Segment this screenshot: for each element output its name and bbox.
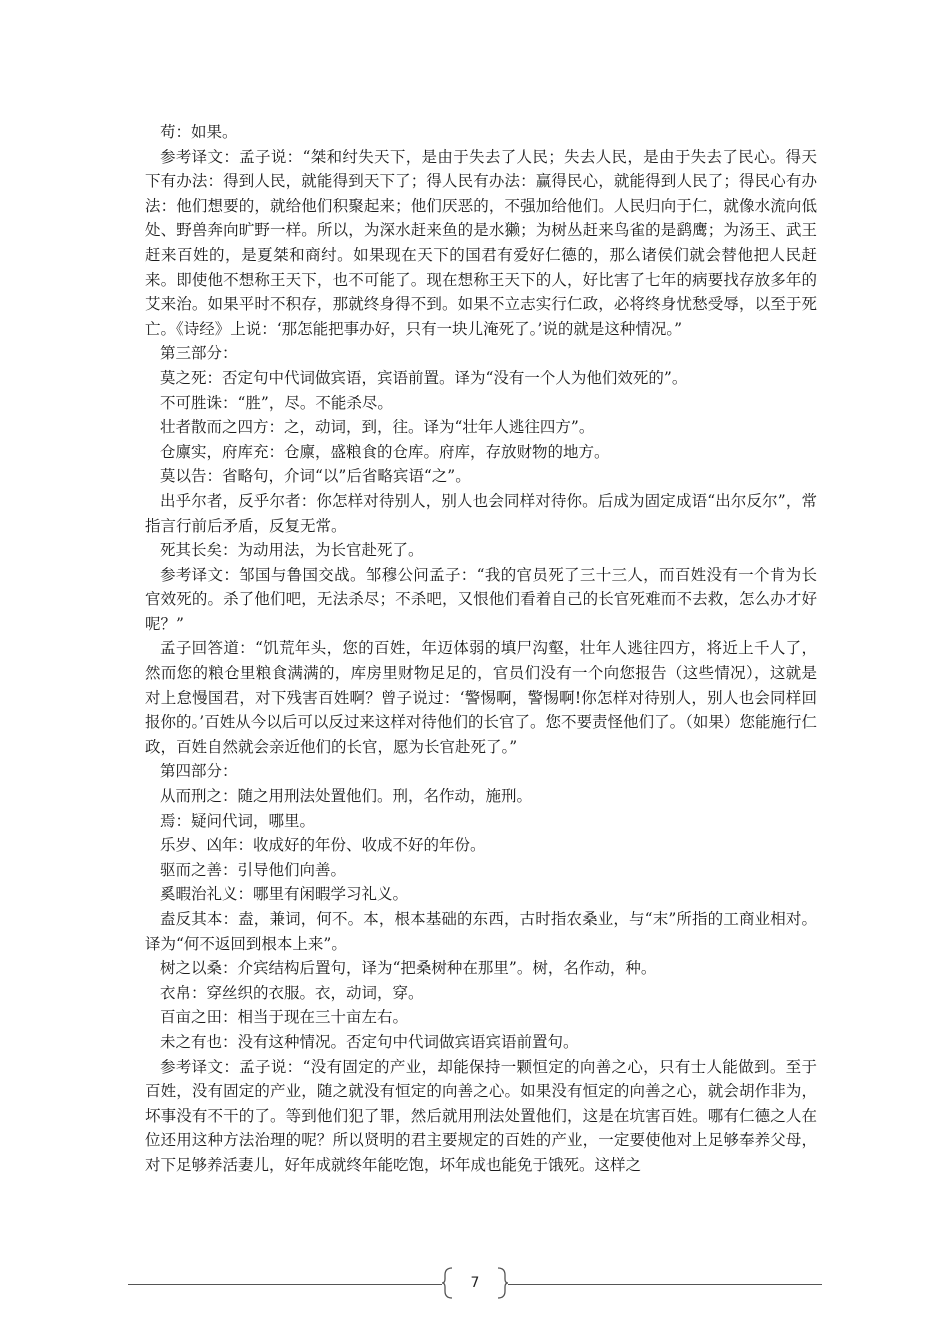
page-number: 7 bbox=[470, 1275, 480, 1291]
document-body bbox=[145, 120, 817, 1178]
footer-rule-left bbox=[128, 1284, 442, 1285]
paragraph-note: 树之以桑：介宾结构后置句，译为“把桑树种在那里”。树，名作动，种。 bbox=[160, 959, 657, 978]
paragraph-translation-part-4: 参考译文：孟子说：“没有固定的产业，却能保持一颗恒定的向善之心，只有士人能做到。至于百姓，没有固定的产业，随之就没有恒定的向善之心。如果没有恒定的向善之心，就会胡作非为，坏事没有不干的了。等到他们犯了罪，然后就用刑法处置他们，这是在坑害百姓。哪有仁德之人在位还用这种方法治理的呢？所以贤明的君主要规定的百姓的产业，一定要使他对上足够奉养父母，对下足够养活妻儿，好年成就终年能吃饱，坏年成也能免于饿死。这样之 bbox=[145, 1057, 817, 1174]
paragraph-note: 盍反其本：盍，兼词，何不。本，根本基础的东西，古时指农桑业，与“末”所指的工商业相对。译为“何不返回到根本上来”。 bbox=[145, 910, 817, 953]
paragraph-note: 焉：疑问代词，哪里。 bbox=[160, 811, 316, 830]
page-number-frame bbox=[442, 1266, 508, 1300]
paragraph-note: 壮者散而之四方：之，动词，到，往。译为“壮年人逃往四方”。 bbox=[160, 418, 595, 437]
paragraph-translation-part-2: 参考译文：孟子说：“桀和纣失天下，是由于失去了人民；失去人民，是由于失去了民心。得天下有办法：得到人民，就能得到天下了；得人民有办法：赢得民心，就能得到人民了；得民心有办法：他们想要的，就给他们积聚起来；他们厌恶的，不强加给他们。人民归向于仁，就像水流向低处、野兽奔向旷野一样。所以，为深水赶来鱼的是水獭；为树丛赶来鸟雀的是鹞鹰；为汤王、武王赶来百姓的，是夏桀和商纣。如果现在天下的国君有爱好仁德的，那么诸侯们就会替他把人民赶来。即使他不想称王天下，也不可能了。现在想称王天下的人，好比害了七年的病要找存放多年的艾来治。如果平时不积存，那就终身得不到。如果不立志实行仁政，必将终身忧愁受辱，以至于死亡。《诗经》上说：‘那怎能把事办好，只有一块儿淹死了。’说的就是这种情况。” bbox=[145, 147, 817, 338]
paragraph-note: 死其长矣：为动用法，为长官赴死了。 bbox=[160, 541, 424, 560]
paragraph-gou-definition: 苟：如果。 bbox=[160, 123, 238, 141]
paragraph-note: 百亩之田：相当于现在三十亩左右。 bbox=[160, 1008, 409, 1027]
paragraph-note: 从而刑之：随之用刑法处置他们。刑，名作动，施刑。 bbox=[160, 787, 533, 806]
paragraph-translation-part-3b: 孟子回答道：“饥荒年头，您的百姓，年迈体弱的填尸沟壑，壮年人逃往四方，将近上千人了，然而您的粮仓里粮食满满的，库房里财物足足的，官员们没有一个向您报告（这些情况），这就是对上怠慢国君，对下残害百姓啊？曾子说过：‘警惕啊，警惕啊!你怎样对待别人，别人也会同样回报你的。’百姓从今以后可以反过来这样对待他们的长官了。您不要责怪他们了。（如果）您能施行仁政，百姓自然就会亲近他们的长官，愿为长官赴死了。” bbox=[145, 639, 817, 756]
paragraph-note: 驱而之善：引导他们向善。 bbox=[160, 860, 347, 879]
page-footer bbox=[0, 1264, 950, 1304]
paragraph-note: 出乎尔者，反乎尔者：你怎样对待别人，别人也会同样对待你。后成为固定成语“出尔反尔”，常指言行前后矛盾，反复无常。 bbox=[145, 491, 817, 535]
section-heading-part-4: 第四部分： bbox=[160, 762, 238, 781]
paragraph-note: 奚暇治礼义：哪里有闲暇学习礼义。 bbox=[160, 885, 409, 904]
paragraph-note: 不可胜诛：“胜”，尽。不能杀尽。 bbox=[160, 393, 393, 412]
paragraph-note: 莫以告：省略句，介词“以”后省略宾语“之”。 bbox=[160, 467, 471, 486]
paragraph-note: 衣帛：穿丝织的衣服。衣，动词，穿。 bbox=[160, 983, 424, 1002]
paragraph-translation-part-3a: 参考译文：邹国与鲁国交战。邹穆公问孟子：“我的官员死了三十三人，而百姓没有一个肯为长官效死的。杀了他们吧，无法杀尽；不杀吧，又恨他们看着自己的长官死难而不去救，怎么办才好呢？” bbox=[145, 565, 817, 633]
paragraph-note: 乐岁、凶年：收成好的年份、收成不好的年份。 bbox=[160, 836, 486, 855]
footer-rule-right bbox=[508, 1284, 822, 1285]
paragraph-note: 莫之死：否定句中代词做宾语，宾语前置。译为“没有一个人为他们效死的”。 bbox=[160, 368, 688, 387]
section-heading-part-3: 第三部分： bbox=[160, 344, 238, 363]
paragraph-note: 未之有也：没有这种情况。否定句中代词做宾语宾语前置句。 bbox=[160, 1032, 579, 1051]
paragraph-note: 仓廪实，府库充：仓廪，盛粮食的仓库。府库，存放财物的地方。 bbox=[160, 442, 610, 461]
